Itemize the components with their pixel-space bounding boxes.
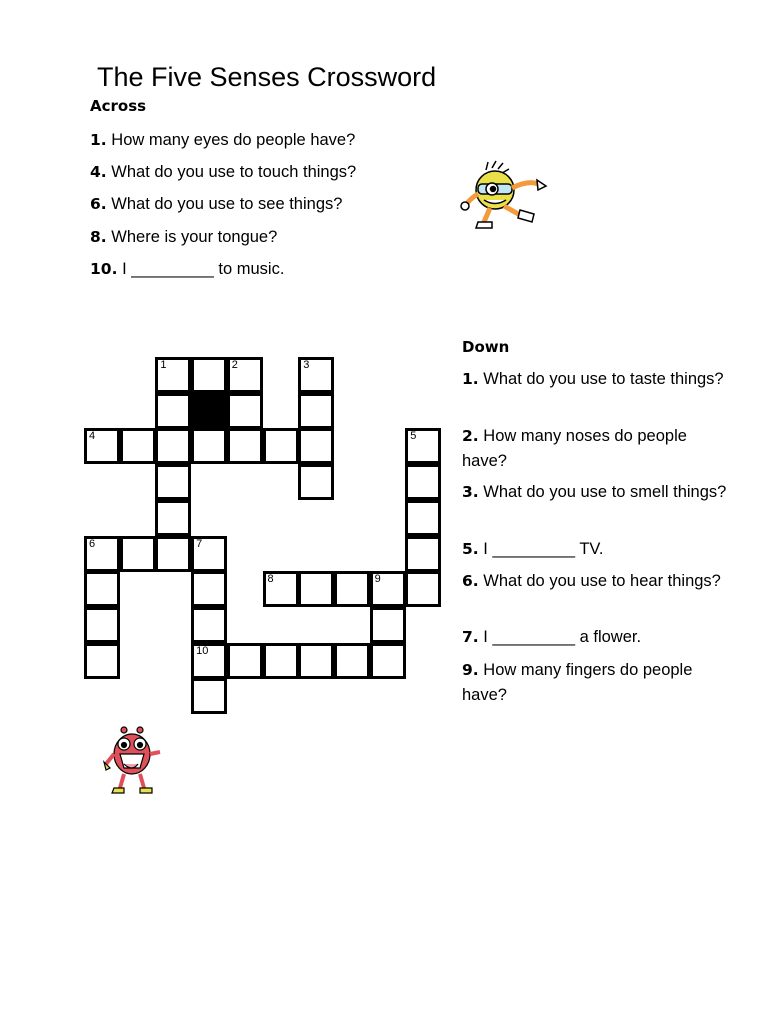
across-clue-10 [90, 257, 284, 282]
grid-cell[interactable] [334, 571, 370, 607]
clue-number: 8. [90, 228, 107, 246]
red-monster-icon [102, 724, 164, 796]
grid-cell[interactable] [155, 536, 191, 572]
black-square [191, 393, 227, 429]
down-clue-1 [462, 367, 732, 392]
grid-cell[interactable] [263, 428, 299, 464]
across-clue-1 [90, 128, 355, 153]
down-clue-7 [462, 625, 732, 650]
grid-cell[interactable] [227, 393, 263, 429]
grid-cell[interactable] [370, 571, 406, 607]
grid-cell[interactable] [298, 393, 334, 429]
down-clue-5 [462, 537, 732, 562]
grid-cell[interactable] [191, 571, 227, 607]
clue-number: 2. [462, 427, 479, 445]
grid-cell[interactable] [155, 500, 191, 536]
grid-cell[interactable] [84, 643, 120, 679]
grid-cell[interactable] [191, 536, 227, 572]
grid-cell[interactable] [298, 643, 334, 679]
grid-cell[interactable] [405, 464, 441, 500]
clue-text: What do you use to hear things? [483, 572, 721, 590]
grid-cell[interactable] [155, 393, 191, 429]
down-heading: Down [462, 338, 510, 356]
clue-text: What do you use to taste things? [483, 370, 724, 388]
clue-text: What do you use to smell things? [483, 483, 727, 501]
grid-cell[interactable] [263, 643, 299, 679]
grid-cell[interactable] [405, 571, 441, 607]
down-clue-6 [462, 569, 732, 594]
grid-cell[interactable] [405, 536, 441, 572]
grid-cell[interactable] [84, 536, 120, 572]
across-clue-6 [90, 192, 342, 217]
cell-number: 4 [89, 430, 96, 443]
grid-cell[interactable] [227, 357, 263, 393]
grid-cell[interactable] [84, 428, 120, 464]
grid-cell[interactable] [405, 428, 441, 464]
clue-text: What do you use to touch things? [111, 163, 357, 181]
clue-text: How many fingers do people have? [462, 661, 693, 704]
clue-text: How many noses do people have? [462, 427, 687, 470]
grid-cell[interactable] [227, 428, 263, 464]
grid-cell[interactable] [191, 428, 227, 464]
grid-cell[interactable] [298, 571, 334, 607]
grid-cell[interactable] [370, 607, 406, 643]
grid-cell[interactable] [120, 428, 156, 464]
cell-number: 9 [374, 573, 381, 586]
grid-cell[interactable] [370, 643, 406, 679]
running-creature-icon [458, 160, 552, 232]
grid-cell[interactable] [298, 357, 334, 393]
grid-cell[interactable] [120, 536, 156, 572]
grid-cell[interactable] [84, 607, 120, 643]
cell-number: 3 [303, 359, 310, 371]
clue-number: 5. [462, 540, 479, 558]
grid-cell[interactable] [155, 464, 191, 500]
clue-text: I _________ TV. [483, 540, 604, 558]
grid-cell[interactable] [84, 571, 120, 607]
clue-text: Where is your tongue? [111, 228, 278, 246]
clue-number: 1. [462, 370, 479, 388]
clue-text: How many eyes do people have? [111, 131, 356, 149]
grid-cell[interactable] [405, 500, 441, 536]
clue-text: I _________ a flower. [483, 628, 642, 646]
clue-text: I _________ to music. [122, 260, 285, 278]
across-clue-4 [90, 160, 356, 185]
clue-number: 3. [462, 483, 479, 501]
clue-text: What do you use to see things? [111, 195, 343, 213]
clue-number: 6. [90, 195, 107, 213]
grid-cell[interactable] [191, 607, 227, 643]
grid-cell[interactable] [298, 464, 334, 500]
page-title: The Five Senses Crossword [97, 62, 437, 92]
grid-cell[interactable] [155, 357, 191, 393]
clue-number: 6. [462, 572, 479, 590]
down-clue-3 [462, 480, 732, 505]
clue-number: 7. [462, 628, 479, 646]
cell-number: 7 [196, 537, 203, 550]
down-clue-2 [462, 424, 732, 474]
grid-cell[interactable] [227, 643, 263, 679]
grid-cell[interactable] [191, 357, 227, 393]
grid-cell[interactable] [191, 678, 227, 714]
across-heading: Across [90, 97, 147, 115]
grid-cell[interactable] [191, 643, 227, 679]
clue-number: 9. [462, 661, 479, 679]
clue-number: 10. [90, 260, 118, 278]
grid-cell[interactable] [155, 428, 191, 464]
cell-number: 8 [267, 573, 274, 586]
cell-number: 1 [160, 359, 167, 371]
cell-number: 6 [89, 537, 96, 550]
clue-number: 4. [90, 163, 107, 181]
grid-cell[interactable] [334, 643, 370, 679]
grid-cell[interactable] [263, 571, 299, 607]
down-clue-9 [462, 658, 732, 708]
cell-number: 5 [410, 430, 417, 443]
cell-number: 2 [231, 359, 238, 371]
cell-number: 10 [196, 644, 209, 657]
across-clue-8 [90, 225, 277, 250]
clue-number: 1. [90, 131, 107, 149]
grid-cell[interactable] [298, 428, 334, 464]
